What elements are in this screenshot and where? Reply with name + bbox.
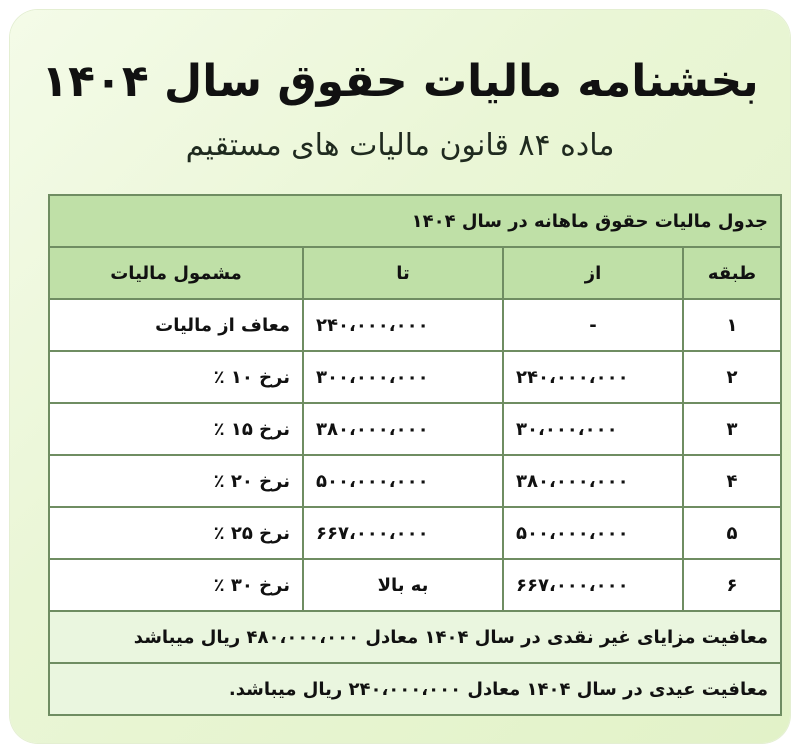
cell-from: ۲۴۰،۰۰۰،۰۰۰ (503, 351, 683, 403)
table-caption: جدول مالیات حقوق ماهانه در سال ۱۴۰۴ (49, 195, 781, 247)
cell-bracket: ۴ (683, 455, 781, 507)
cell-from: ۳۸۰،۰۰۰،۰۰۰ (503, 455, 683, 507)
announcement-card (10, 10, 790, 743)
cell-rate: نرخ ۳۰ ٪ (49, 559, 303, 611)
table-row (49, 507, 781, 559)
table-row (49, 559, 781, 611)
cell-bracket: ۲ (683, 351, 781, 403)
cell-rate: نرخ ۱۵ ٪ (49, 403, 303, 455)
table-row (49, 351, 781, 403)
cell-to: ۲۴۰،۰۰۰،۰۰۰ (303, 299, 503, 351)
table-row (49, 403, 781, 455)
tax-table (48, 194, 782, 716)
cell-from: - (503, 299, 683, 351)
cell-rate: نرخ ۲۵ ٪ (49, 507, 303, 559)
cell-to: به بالا (303, 559, 503, 611)
page-subtitle: ماده ۸۴ قانون مالیات های مستقیم (185, 128, 615, 163)
note-noncash-exemption: معافیت مزایای غیر نقدی در سال ۱۴۰۴ معادل ۴۸۰،۰۰۰،۰۰۰ ریال میباشد (49, 611, 781, 663)
cell-rate: نرخ ۲۰ ٪ (49, 455, 303, 507)
table-row (49, 299, 781, 351)
note-row (49, 663, 781, 715)
cell-bracket: ۶ (683, 559, 781, 611)
cell-bracket: ۱ (683, 299, 781, 351)
cell-from: ۵۰۰،۰۰۰،۰۰۰ (503, 507, 683, 559)
table-header-row (49, 247, 781, 299)
cell-to: ۵۰۰،۰۰۰،۰۰۰ (303, 455, 503, 507)
cell-rate: نرخ ۱۰ ٪ (49, 351, 303, 403)
table-caption-row (49, 195, 781, 247)
cell-from: ۳۰،۰۰۰،۰۰۰ (503, 403, 683, 455)
cell-rate: معاف از مالیات (49, 299, 303, 351)
table-row (49, 455, 781, 507)
cell-bracket: ۵ (683, 507, 781, 559)
header-from: از (503, 247, 683, 299)
header-rate: مشمول مالیات (49, 247, 303, 299)
cell-to: ۳۸۰،۰۰۰،۰۰۰ (303, 403, 503, 455)
cell-to: ۶۶۷،۰۰۰،۰۰۰ (303, 507, 503, 559)
note-bonus-exemption: معافیت عیدی در سال ۱۴۰۴ معادل ۲۴۰،۰۰۰،۰۰۰ ریال میباشد. (49, 663, 781, 715)
header-bracket: طبقه (683, 247, 781, 299)
cell-from: ۶۶۷،۰۰۰،۰۰۰ (503, 559, 683, 611)
header-to: تا (303, 247, 503, 299)
cell-to: ۳۰۰،۰۰۰،۰۰۰ (303, 351, 503, 403)
cell-bracket: ۳ (683, 403, 781, 455)
note-row (49, 611, 781, 663)
page-title: بخشنامه مالیات حقوق سال ۱۴۰۴ (41, 56, 759, 107)
